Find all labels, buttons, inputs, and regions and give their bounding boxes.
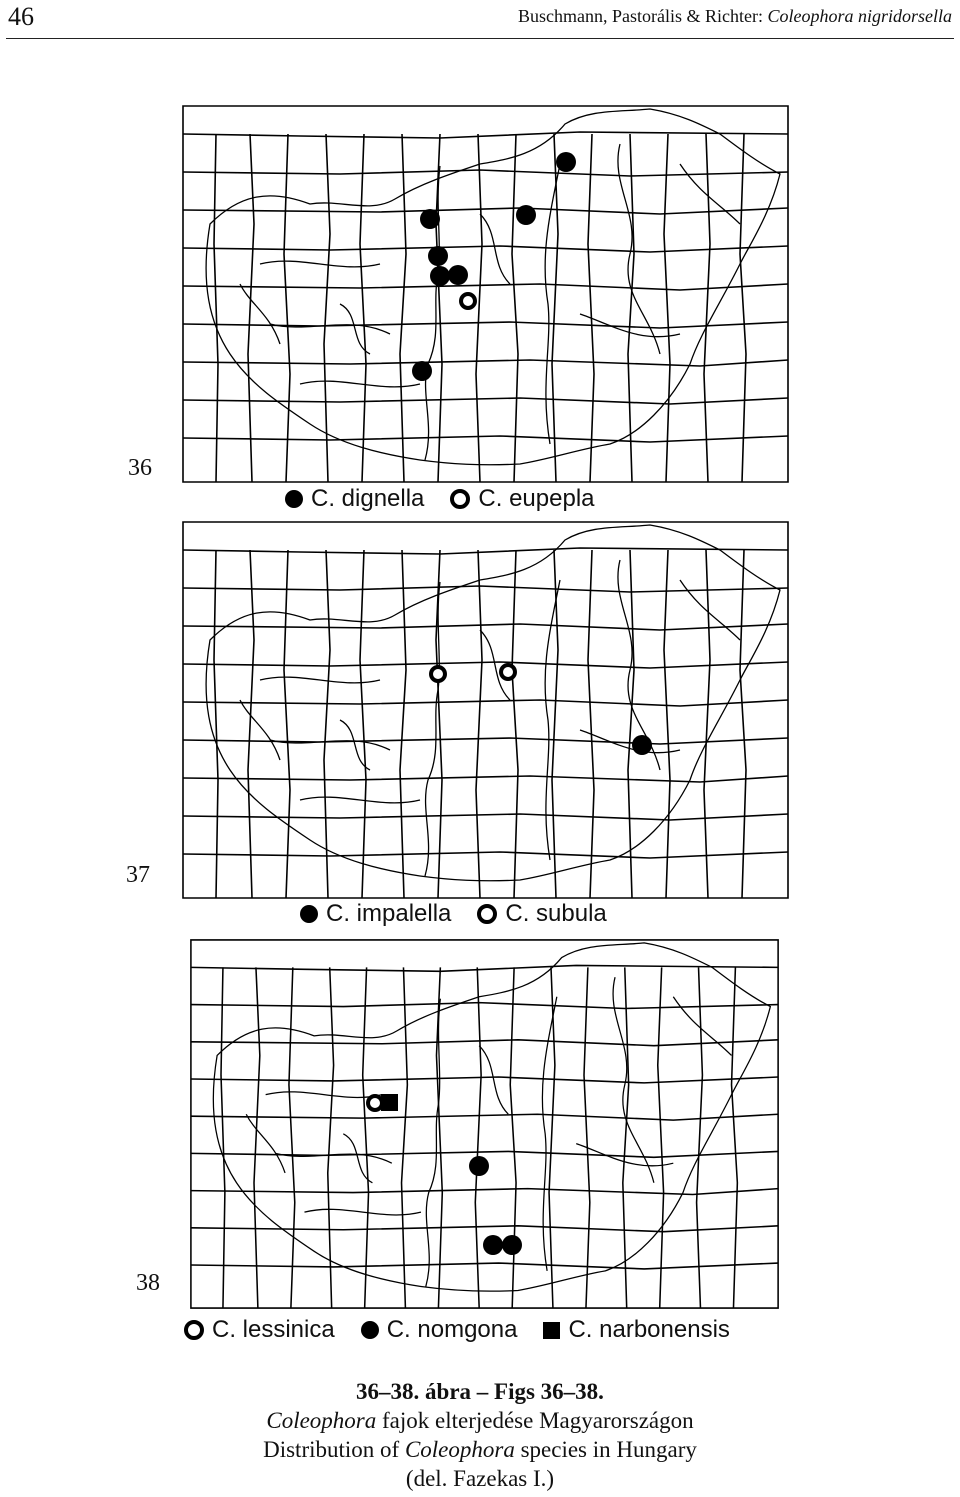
- figure-number-37: 37: [126, 862, 150, 888]
- open-circle-icon: [184, 1320, 204, 1340]
- record-dignella: [556, 152, 576, 172]
- legend-entry: [361, 1316, 518, 1344]
- legend-figure-38: [184, 1316, 756, 1344]
- record-nomgona: [469, 1156, 489, 1176]
- legend-label: C. impalella: [326, 900, 452, 927]
- record-subula: [501, 665, 515, 679]
- open-circle-icon: [450, 489, 470, 509]
- record-dignella: [430, 266, 450, 286]
- records-figure-37: [180, 520, 792, 902]
- legend-label: C. nomgona: [386, 1316, 518, 1343]
- running-species: Coleophora nigridorsella: [767, 6, 952, 26]
- running-title: [518, 6, 952, 27]
- legend-entry: [477, 900, 606, 928]
- legend-entry: [300, 900, 451, 928]
- caption-hungarian: [0, 1406, 960, 1435]
- legend-figure-36: [285, 485, 621, 513]
- running-authors: Buschmann, Pastorális & Richter:: [518, 6, 768, 26]
- figure-number-36: 36: [128, 455, 152, 481]
- caption-english-start: Distribution of: [263, 1437, 405, 1462]
- caption-genus: Coleophora: [266, 1408, 377, 1433]
- legend-label: C. narbonensis: [568, 1316, 730, 1343]
- record-narbonensis: [381, 1094, 398, 1111]
- legend-entry: [450, 485, 594, 513]
- record-dignella: [516, 205, 536, 225]
- record-dignella: [448, 265, 468, 285]
- caption-english: [0, 1435, 960, 1464]
- records-figure-36: [180, 104, 792, 486]
- header-rule: [6, 38, 954, 39]
- record-subula: [431, 667, 445, 681]
- legend-label: C. dignella: [311, 485, 425, 512]
- legend-label: C. lessinica: [212, 1316, 335, 1343]
- open-circle-icon: [477, 904, 497, 924]
- caption-genus: Coleophora: [404, 1437, 515, 1462]
- caption-credit: (del. Fazekas I.): [405, 1466, 555, 1491]
- record-eupepla: [461, 294, 475, 308]
- record-nomgona: [502, 1235, 522, 1255]
- filled-circle-icon: [285, 490, 303, 508]
- record-impalella: [632, 735, 652, 755]
- caption-hungarian-text: fajok elterjedése Magyarországon: [376, 1408, 694, 1433]
- caption-english-end: species in Hungary: [514, 1437, 697, 1462]
- record-dignella: [412, 361, 432, 381]
- records-figure-38: [188, 938, 782, 1312]
- legend-entry: [184, 1316, 335, 1344]
- filled-circle-icon: [361, 1321, 379, 1339]
- filled-square-icon: [543, 1322, 560, 1339]
- legend-entry: [543, 1316, 729, 1344]
- page-number: 46: [8, 2, 34, 31]
- filled-circle-icon: [300, 905, 318, 923]
- legend-label: C. subula: [505, 900, 607, 927]
- legend-entry: [285, 485, 424, 513]
- page-header: [0, 0, 960, 40]
- figure-number-38: 38: [136, 1270, 160, 1296]
- record-lessinica: [368, 1096, 382, 1110]
- record-nomgona: [483, 1235, 503, 1255]
- figure-caption: [0, 1377, 960, 1493]
- record-dignella: [428, 246, 448, 266]
- legend-figure-37: [300, 900, 633, 928]
- record-dignella: [420, 209, 440, 229]
- legend-label: C. eupepla: [478, 485, 595, 512]
- caption-figure-label: 36–38. ábra – Figs 36–38.: [356, 1379, 604, 1404]
